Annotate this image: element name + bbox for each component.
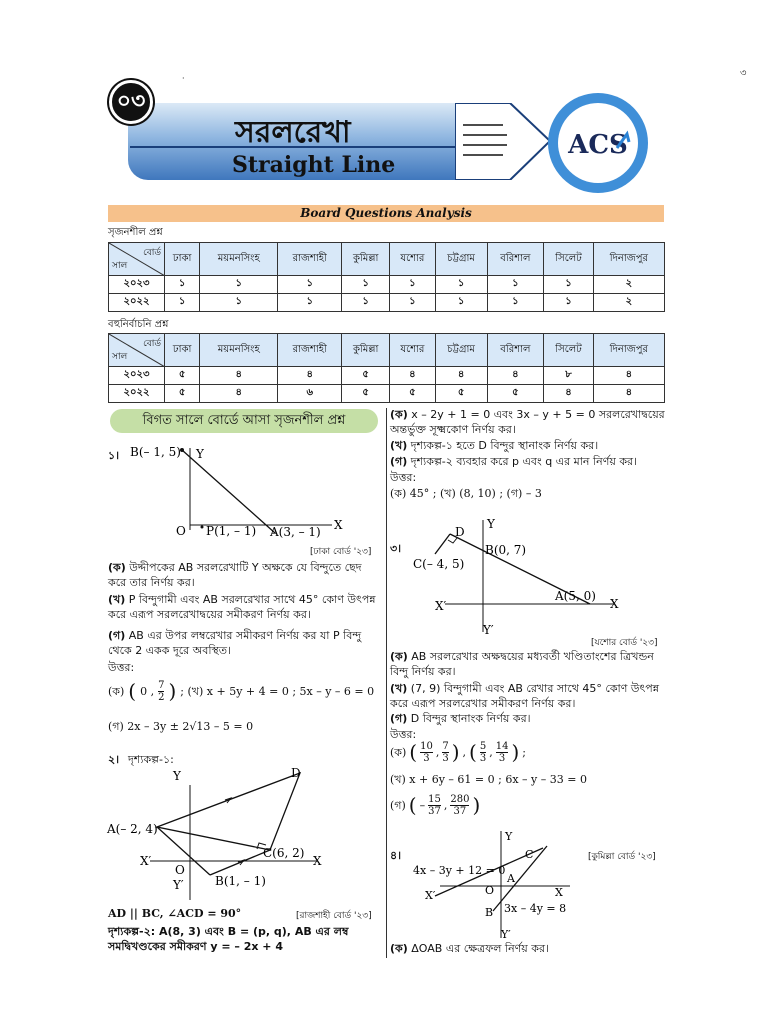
count-cell: ১ (278, 294, 342, 312)
point-label: A (507, 872, 515, 885)
count-cell: ৪ (278, 367, 342, 385)
count-cell: ৫ (390, 385, 436, 403)
part-text: (7, 9) বিন্দুগামী এবং AB রেখার সাথে 45° কোণ উৎপন্ন করে এরূপ সরলরেখার সমীকরণ নির্ণয় কর। (390, 682, 660, 710)
answer-label: উত্তর: (390, 471, 417, 484)
creative-table (108, 242, 665, 312)
chapter-title-bn: সরলরেখা (235, 115, 351, 150)
answer-line: (ক) 45° ; (খ) (8, 10) ; (গ) – 3 (390, 487, 542, 500)
count-cell: ৫ (165, 385, 200, 403)
point-label: D (455, 525, 465, 539)
question-number: ৩। (390, 542, 402, 555)
board-header: চট্টগ্রাম (435, 334, 487, 367)
answer-part-label: (ক) (108, 685, 125, 698)
point-label: C(6, 2) (263, 846, 305, 860)
count-cell: ১ (435, 294, 487, 312)
chapter-title-en: Straight Line (232, 152, 396, 178)
count-cell: ১ (278, 276, 342, 294)
question-part (390, 438, 666, 453)
board-source: [ঢাকা বোর্ড '২৩] (310, 547, 372, 557)
corner-cell (109, 334, 165, 367)
question-part (108, 560, 378, 590)
answer-label: উত্তর: (108, 661, 135, 674)
line-equation: 3x – 4y = 8 (504, 902, 567, 915)
line-equation: 4x – 3y + 12 = 0 (413, 864, 506, 877)
axis-label: Y′ (483, 623, 494, 637)
count-cell: ১ (390, 276, 436, 294)
count-cell: ৪ (487, 367, 544, 385)
answer-value: ; (খ) x + 5y + 4 = 0 ; 5x – y – 6 = 0 (180, 685, 375, 698)
q4-figure (405, 826, 575, 944)
part-text: উদ্দীপকের AB সরলরেখাটি Y অক্ষকে যে বিন্দুতে ছেদ করে তার নির্ণয় কর। (108, 561, 362, 589)
condition-text: AD || BC, ∠ACD = 90° (108, 907, 242, 920)
year-cell: ২০২২ (109, 385, 165, 403)
axis-label: Y (487, 517, 495, 531)
corner-year-label: সাল (112, 352, 128, 362)
board-header: কুমিল্লা (342, 243, 390, 276)
part-label: (ক) (390, 408, 408, 421)
part-text: x – 2y + 1 = 0 এবং 3x – y + 5 = 0 সরলরেখাদ্বয়ের অন্তর্ভুক্ত সূক্ষ্মকোণ নির্ণয় কর। (390, 408, 665, 436)
part-text: AB এর উপর লম্বরেখার সমীকরণ নির্ণয় কর যা P বিন্দু থেকে 2 একক দূরে অবস্থিত। (108, 629, 362, 657)
numerator: 7 (442, 741, 449, 752)
table-row (109, 385, 665, 403)
stray-dot: · (182, 74, 185, 83)
corner-year-label: সাল (112, 261, 128, 271)
part-label: (খ) (390, 439, 408, 452)
count-cell: ৬ (278, 385, 342, 403)
board-header: রাজশাহী (278, 334, 342, 367)
board-header: ঢাকা (165, 334, 200, 367)
answer-line: (ক) ( $\frac{10}{3}$ , $\frac{7}{3}$ ) , ( $\frac{5}{3}$ , $\frac{14}{3}$ ) ; (390, 740, 526, 764)
count-cell: ৪ (593, 385, 664, 403)
count-cell: ৪ (544, 385, 594, 403)
fraction (480, 741, 486, 764)
board-header: রাজশাহী (278, 243, 342, 276)
numerator: 15 (428, 794, 441, 805)
axis-label: X′ (140, 854, 152, 868)
fraction (428, 794, 441, 817)
board-header: সিলেট (544, 243, 594, 276)
numerator: 14 (495, 741, 509, 752)
mcq-label: বহুনির্বাচনি প্রশ্ন (108, 319, 169, 330)
fraction (442, 741, 448, 764)
count-cell: ১ (200, 276, 278, 294)
count-cell: ৫ (342, 367, 390, 385)
board-source: [রাজশাহী বোর্ড '২৩] (296, 911, 372, 921)
board-header: দিনাজপুর (593, 243, 664, 276)
part-text: দৃশ্যকল্প-২ ব্যবহার করে p এবং q এর মান নির্ণয় কর। (410, 455, 637, 468)
denominator: 37 (428, 806, 441, 817)
question-number: ১। (108, 449, 120, 462)
denominator: 3 (442, 753, 449, 764)
section-heading: বিগত সালে বোর্ডে আসা সৃজনশীল প্রশ্ন (110, 409, 378, 433)
part-label: (ক) (390, 650, 408, 663)
board-source: [কুমিল্লা বোর্ড '২৩] (588, 852, 656, 862)
question-part (390, 454, 666, 469)
origin-label: O (176, 524, 186, 538)
answer-part-label: (গ) (390, 799, 406, 812)
axis-label: X (334, 518, 343, 532)
analysis-title: Board Questions Analysis (108, 205, 664, 222)
count-cell: ২ (593, 276, 664, 294)
part-label: (ক) (108, 561, 126, 574)
count-cell: ১ (165, 276, 200, 294)
numerator: 280 (450, 794, 470, 805)
count-cell: ২ (593, 294, 664, 312)
board-header: ময়মনসিংহ (200, 334, 278, 367)
table-row (109, 367, 665, 385)
creative-label: সৃজনশীল প্রশ্ন (108, 227, 163, 238)
answer-line: (গ) ( – $\frac{15}{37}$ , $\frac{280}{37}$ ) (390, 793, 481, 817)
board-header: বরিশাল (487, 334, 544, 367)
count-cell: ১ (342, 294, 390, 312)
part-text: D বিন্দুর স্থানাংক নির্ণয় কর। (410, 712, 531, 725)
q3-figure (405, 512, 635, 640)
point-label: P(1, – 1) (206, 524, 257, 538)
point-label: C (525, 848, 534, 861)
part-text: ΔOAB এর ক্ষেত্রফল নির্ণয় কর। (411, 942, 549, 955)
count-cell: ১ (487, 276, 544, 294)
denominator: 3 (498, 753, 506, 764)
part-label: (খ) (390, 682, 408, 695)
point-label: B (485, 906, 494, 919)
answer-line: (ক) ( 0 , $\frac{7}{2}$ ) ; (খ) x + 5y + 4 = 0 ; 5x – y – 6 = 0 (108, 679, 375, 703)
axis-label: Y (173, 769, 181, 783)
question-part (390, 941, 666, 956)
point-label: C(– 4, 5) (413, 557, 465, 571)
page-number: ৩ (740, 68, 747, 79)
q2-figure (105, 765, 345, 905)
numerator: 7 (158, 680, 165, 691)
scenario-label: দৃশ্যকল্প-১: (128, 753, 174, 766)
board-header: ময়মনসিংহ (200, 243, 278, 276)
part-label: (ক) (390, 942, 408, 955)
question-number: ২। (108, 753, 120, 766)
fraction (450, 794, 469, 817)
point-label: A(– 2, 4) (107, 822, 158, 836)
denominator: 37 (453, 806, 467, 817)
axis-label: Y′ (501, 928, 511, 941)
axis-label: X (313, 854, 322, 868)
answer-part-label: (ক) (390, 746, 407, 759)
count-cell: ৪ (200, 385, 278, 403)
year-cell: ২০২৩ (109, 367, 165, 385)
fraction (496, 741, 509, 764)
board-header: সিলেট (544, 334, 594, 367)
board-header: যশোর (390, 334, 436, 367)
answer-value: 0 , (140, 685, 155, 698)
part-text: P বিন্দুগামী এবং AB সরলরেখার সাথে 45° কোণ উৎপন্ন করে এরূপ সরলরেখাদ্বয়ের সমীকরণ নির্ণয় কর। (108, 593, 376, 621)
question-part (390, 407, 666, 437)
origin-label: O (175, 863, 185, 877)
axis-label: Y (196, 447, 204, 461)
count-cell: ৪ (593, 367, 664, 385)
fraction (158, 680, 164, 703)
point-label: A(3, – 1) (270, 525, 321, 539)
board-header: ঢাকা (165, 243, 200, 276)
fraction (420, 741, 433, 764)
question-part (390, 711, 666, 726)
part-label: (গ) (390, 455, 408, 468)
answer-line: (খ) x + 6y – 61 = 0 ; 6x – y – 33 = 0 (390, 773, 587, 786)
corner-board-label: বোর্ড (143, 339, 161, 349)
numerator: 10 (420, 741, 433, 752)
part-label: (গ) (390, 712, 408, 725)
count-cell: ৪ (435, 367, 487, 385)
count-cell: ১ (487, 294, 544, 312)
count-cell: ৪ (200, 367, 278, 385)
part-text: AB সরলরেখার অক্ষদ্বয়ের মধ্যবর্তী খণ্ডিতাংশের ত্রিখন্ডন বিন্দু নির্ণয় কর। (390, 650, 654, 678)
logo-text: ACS (568, 130, 628, 160)
count-cell: ৪ (390, 367, 436, 385)
count-cell: ৮ (544, 367, 594, 385)
mcq-table (108, 333, 665, 403)
answer-line: (গ) 2x – 3y ± 2√13 – 5 = 0 (108, 720, 254, 733)
q1-figure (120, 438, 360, 543)
scenario-2: দৃশ্যকল্প-২: A(8, 3) এবং B = (p, q), AB এর লম্ব সমদ্বিখণ্ডকের সমীকরণ y = – 2x + 4 (108, 925, 349, 953)
count-cell: ৫ (342, 385, 390, 403)
table-row (109, 294, 665, 312)
board-source: [যশোর বোর্ড '২৩] (591, 638, 658, 648)
count-cell: ৫ (165, 367, 200, 385)
question-part (390, 681, 666, 711)
count-cell: ১ (544, 294, 594, 312)
board-header: দিনাজপুর (593, 334, 664, 367)
point-label: D (291, 766, 301, 780)
part-label: (গ) (108, 629, 126, 642)
axis-label: X′ (425, 889, 436, 902)
count-cell: ১ (165, 294, 200, 312)
board-header: কুমিল্লা (342, 334, 390, 367)
point-label: B(– 1, 5) (130, 445, 181, 459)
board-header: বরিশাল (487, 243, 544, 276)
count-cell: ১ (544, 276, 594, 294)
question-number: ৪। (390, 849, 402, 862)
acs-logo (545, 90, 651, 196)
origin-label: O (485, 884, 495, 897)
part-text: দৃশ্যকল্প-১ হতে D বিন্দুর স্থানাংক নির্ণয় কর। (410, 439, 599, 452)
count-cell: ১ (200, 294, 278, 312)
notepad-icon (455, 103, 550, 180)
year-cell: ২০২২ (109, 294, 165, 312)
year-cell: ২০২৩ (109, 276, 165, 294)
answer-label: উত্তর: (390, 728, 417, 741)
count-cell: ১ (342, 276, 390, 294)
axis-label: X (610, 597, 619, 611)
denominator: 3 (479, 753, 487, 764)
board-header: চট্টগ্রাম (435, 243, 487, 276)
table-row (109, 276, 665, 294)
axis-label: Y (505, 830, 513, 843)
question-part (108, 592, 378, 622)
question-part (108, 628, 378, 658)
axis-label: X′ (435, 599, 447, 613)
axis-label: X (555, 886, 563, 899)
count-cell: ৫ (487, 385, 544, 403)
count-cell: ১ (435, 276, 487, 294)
point-label: B(0, 7) (485, 543, 527, 557)
numerator: 5 (479, 741, 487, 752)
question-part (390, 649, 666, 679)
part-label: (খ) (108, 593, 126, 606)
corner-board-label: বোর্ড (143, 248, 161, 258)
denominator: 2 (158, 692, 165, 703)
chapter-number: ০৩ (109, 80, 153, 124)
count-cell: ৫ (435, 385, 487, 403)
axis-label: Y′ (173, 878, 184, 892)
point-label: B(1, – 1) (215, 874, 266, 888)
denominator: 3 (423, 753, 430, 764)
board-header: যশোর (390, 243, 436, 276)
count-cell: ১ (390, 294, 436, 312)
point-label: A(5, 0) (555, 589, 596, 603)
corner-cell (109, 243, 165, 276)
column-divider (386, 408, 387, 958)
